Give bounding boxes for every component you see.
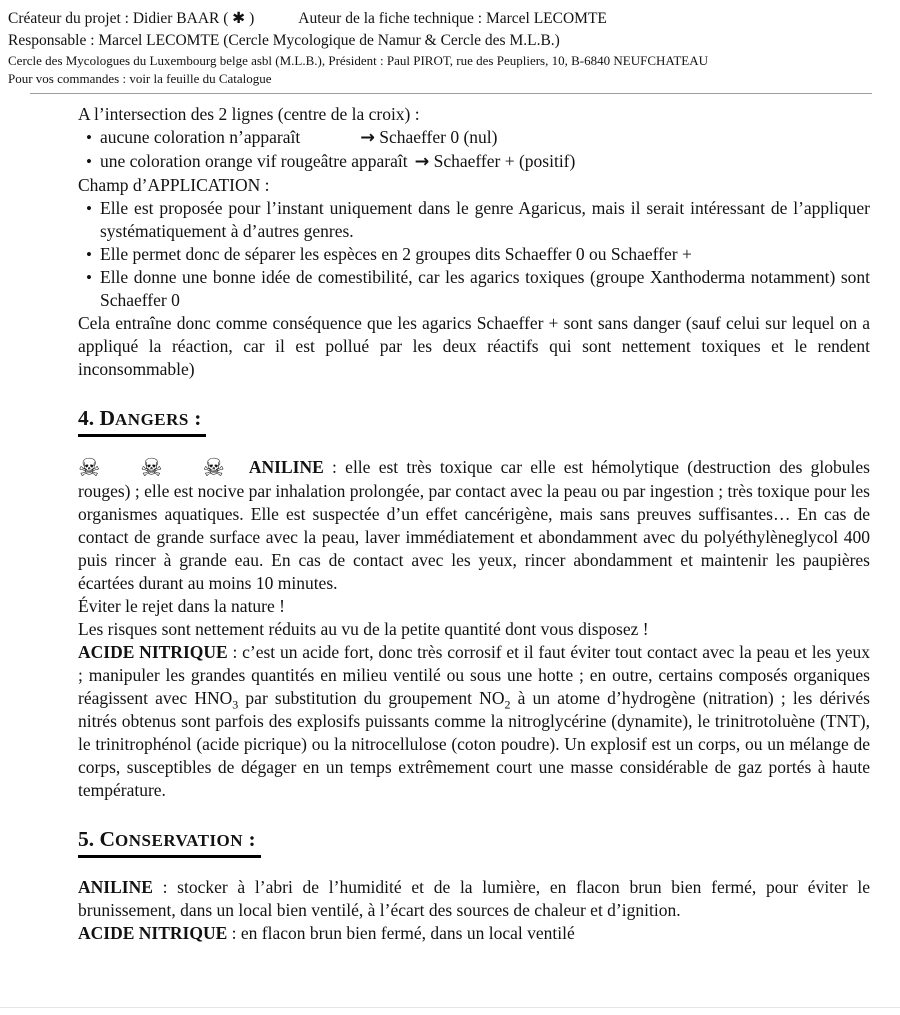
aniline-label: ANILINE bbox=[248, 456, 324, 477]
consequence-paragraph: Cela entraîne donc comme conséquence que les agarics Schaeffer + sont sans danger (sauf celui sur lequel on a appliqué la réaction, car il est pollué par les deux réactifs qui sont nettement toxiques et le rendent inconsommable) bbox=[78, 313, 870, 379]
avoid-release-line: Éviter le rejet dans la nature ! bbox=[78, 595, 285, 616]
header-creator-text: Créateur du projet : Didier BAAR ( ✱ ) bbox=[8, 10, 255, 27]
list-item bbox=[78, 266, 870, 312]
page-cutoff-artifact-line bbox=[0, 1007, 900, 1008]
list-item bbox=[78, 197, 870, 243]
bullet-icon: • bbox=[86, 199, 92, 218]
skull-crossbones-icons: ☠ ☠ ☠ bbox=[78, 452, 239, 482]
bullet-text: Elle donne une bonne idée de comestibilité, car les agarics toxiques (groupe Xanthoderma notamment) sont Schaeffer 0 bbox=[100, 267, 870, 310]
header-line-responsable: Responsable : Marcel LECOMTE (Cercle Mycologique de Namur & Cercle des M.L.B.) bbox=[8, 32, 560, 49]
heading-colon: : bbox=[188, 406, 202, 430]
list-item bbox=[78, 150, 870, 174]
document-header bbox=[0, 0, 900, 88]
bullet-icon: • bbox=[86, 268, 92, 287]
aniline-storage-paragraph bbox=[78, 876, 870, 922]
nitric-acid-text-1: : c’est un acide fort, donc très corrosif et il faut éviter tout contact avec la peau et les yeux ; manipuler les grandes quantités en milieu ventilé ou sous une hotte ; en outre, certains composés organiques réagissent avec HNO bbox=[78, 641, 870, 708]
reduced-risks-line: Les risques sont nettement réduits au vu de la petite quantité dont vous disposez ! bbox=[78, 618, 649, 639]
bullet-result: Schaeffer 0 (nul) bbox=[379, 127, 498, 147]
bullet-observation: aucune coloration n’apparaît bbox=[100, 127, 301, 147]
bullet-text bbox=[100, 126, 870, 150]
heading-colon: : bbox=[243, 826, 256, 851]
heading-smallcaps: ONSERVATION bbox=[115, 830, 244, 850]
bullet-text: Elle permet donc de séparer les espèces en 2 groupes dits Schaeffer 0 ou Schaeffer + bbox=[100, 244, 692, 264]
arrow-icon: → bbox=[414, 152, 430, 172]
header-line-cercle: Cercle des Mycologues du Luxembourg belge asbl (M.L.B.), Président : Paul PIROT, rue des Peupliers, 10, B-6840 NEUFCHATEAU bbox=[8, 53, 708, 68]
bullet-result: Schaeffer + (positif) bbox=[433, 151, 576, 171]
bullet-icon: • bbox=[86, 245, 92, 264]
bullet-text: Elle est proposée pour l’instant uniquement dans le genre Agaricus, mais il serait intéressant de l’appliquer systématiquement à d’autres genres. bbox=[100, 198, 870, 241]
aniline-storage-text: : stocker à l’abri de l’humidité et de la lumière, en flacon brun bien fermé, pour éviter le brunissement, dans un local bien ventilé, à l’écart des sources de chaleur et d’ignition. bbox=[78, 876, 870, 920]
header-line-commandes: Pour vos commandes : voir la feuille du Catalogue bbox=[8, 71, 272, 86]
intro-line: A l’intersection des 2 lignes (centre de la croix) : bbox=[78, 104, 420, 124]
aniline-danger-text: : elle est très toxique car elle est hémolytique (destruction des globules rouges) ; elle est nocive par inhalation prolongée, par contact avec la peau ou par ingestion ; très toxique pour les organismes aquatiques. Elle est suspectée d’un effet cancérigène, mais sans preuves suffisantes… En cas de contact de grande surface avec la peau, laver immédiatement et abondamment avec du polyéthylèneglycol 400 puis rincer à grande eau. En cas de contact avec les yeux, rincer abondamment et maintenir les paupières écartées durant au moins 10 minutes. bbox=[78, 456, 870, 593]
header-divider-line bbox=[30, 93, 872, 94]
document-body bbox=[78, 103, 870, 945]
application-title: Champ d’APPLICATION : bbox=[78, 175, 270, 195]
aniline-label: ANILINE bbox=[78, 876, 153, 897]
nitric-acid-storage-paragraph bbox=[78, 922, 870, 945]
bullet-observation: une coloration orange vif rougeâtre apparaît bbox=[100, 151, 408, 171]
hno3-subscript: 3 bbox=[232, 697, 239, 712]
nitric-acid-text-2: par substitution du groupement NO bbox=[238, 687, 505, 708]
bullet-icon: • bbox=[86, 128, 92, 147]
bullet-text bbox=[100, 150, 870, 174]
arrow-icon: → bbox=[360, 128, 375, 148]
heading-number: 4. D bbox=[78, 406, 116, 430]
section-heading-conservation bbox=[78, 826, 870, 858]
nitric-acid-danger-paragraph bbox=[78, 641, 870, 802]
aniline-danger-paragraph bbox=[78, 452, 870, 595]
header-line-creator bbox=[8, 8, 880, 30]
nitric-acid-text-3: à un atome d’hydrogène (nitration) ; les dérivés nitrés obtenus sont parfois des explosifs puissants comme la nitroglycérine (dynamite), le trinitrotoluène (TNT), le trinitrophénol (acide picrique) ou la nitrocellulose (coton poudre). Un explosif est un corps, ou un mélange de corps, susceptibles de dégager en un temps extrêmement court une masse considérable de gaz portés à haute température. bbox=[78, 687, 870, 800]
nitric-acid-storage-text: : en flacon brun bien fermé, dans un local ventilé bbox=[227, 922, 575, 943]
list-item bbox=[78, 126, 870, 150]
no2-subscript: 2 bbox=[504, 697, 511, 712]
bullet-icon: • bbox=[86, 152, 92, 171]
header-author-text: Auteur de la fiche technique : Marcel LECOMTE bbox=[298, 10, 607, 27]
nitric-acid-label: ACIDE NITRIQUE bbox=[78, 922, 228, 943]
heading-number: 5. C bbox=[78, 826, 116, 851]
section-heading-dangers bbox=[78, 405, 870, 437]
heading-smallcaps: ANGERS bbox=[115, 410, 189, 429]
nitric-acid-label: ACIDE NITRIQUE bbox=[78, 641, 228, 662]
list-item bbox=[78, 243, 870, 266]
